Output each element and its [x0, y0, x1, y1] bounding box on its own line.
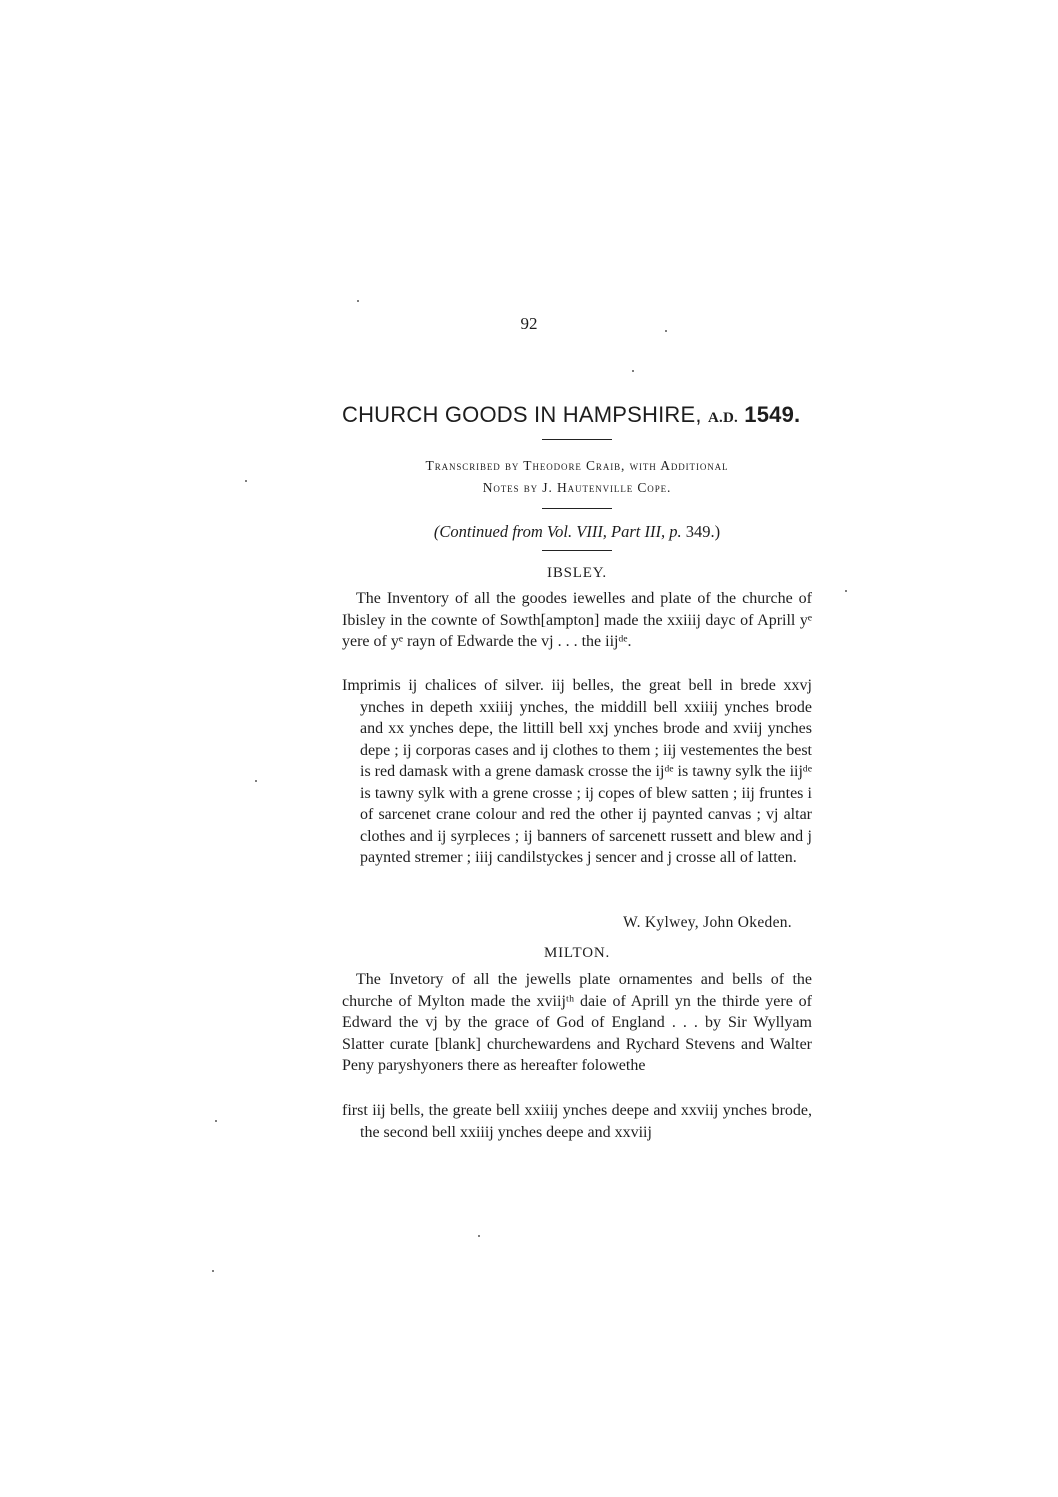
section-heading-ibsley: IBSLEY.	[547, 565, 607, 581]
ibsley-intro-paragraph: The Inventory of all the goodes iewelles and plate of the churche of Ibisley in the cownte of Sowth[ampton] made the xxiiij dayc of Aprill yᵉ yere of yᵉ rayn of Edwarde the vj . . . the iijᵈᵉ.	[342, 590, 812, 650]
ibsley-signature: W. Kylwey, John Okeden.	[623, 914, 792, 931]
scan-speck	[845, 590, 847, 592]
scan-speck	[632, 370, 634, 372]
milton-intro-paragraph: The Invetory of all the jewells plate ornamentes and bells of the churche of Mylton made the xviijᵗʰ daie of Aprill yn the thirde yere of Edward the vj by the grace of God of England . . . by Sir Wyllyam Slatter curate [blank] churchewardens and Rychard Stevens and Walter Peny paryshyoners there as hereafter folowethe	[342, 971, 812, 1074]
section-heading-milton: MILTON.	[543, 945, 611, 961]
continued-page: 349.)	[685, 522, 721, 541]
article-title	[342, 402, 822, 428]
title-year: 1549.	[737, 402, 801, 427]
milton-inventory-paragraph: first iij bells, the greate bell xxiiij ynches deepe and xxviij ynches brode, the second bell xxiiij ynches deepe and xxviij	[342, 1102, 812, 1141]
divider-rule	[542, 508, 612, 509]
credit-line-1: Transcribed by Theodore Craib, with Additional	[425, 458, 729, 473]
scan-speck	[665, 330, 667, 332]
title-main: CHURCH GOODS IN HAMPSHIRE,	[342, 402, 708, 427]
scan-speck	[478, 1235, 480, 1237]
page-number: 92	[520, 314, 538, 333]
divider-rule	[542, 550, 612, 551]
scan-speck	[212, 1270, 214, 1272]
credit-line-2: Notes by J. Hautenville Cope.	[482, 480, 672, 495]
scan-speck	[357, 300, 359, 302]
scan-speck	[215, 1120, 217, 1122]
ibsley-inventory-paragraph: Imprimis ij chalices of silver. iij belles, the great bell in brede xxvj ynches in depeth xxiiij ynches, the middill bell xxiiij ynches brode and xx ynches depe, the littill bell xxj ynches brode and xviij ynches depe ; ij corporas cases and ij clothes to them ; iij vestementes the best is red damask with a grene damask crosse the ijᵈᵉ is tawny sylk the iijᵈᵉ is tawny sylk with a grene crosse ; ij copes of blew satten ; iij fruntes i of sarcenet crane colour and red the other ij paynted canvas ; vj altar clothes and ij syrpleces ; ij banners of sarcenett russett and blew and j paynted stremer ; iiij candilstyckes j sencer and j crosse all of latten.	[342, 677, 812, 866]
divider-rule	[542, 439, 612, 440]
continued-note	[342, 522, 812, 542]
continued-text: (Continued from Vol. VIII, Part III, p.	[433, 522, 682, 541]
scan-speck	[255, 780, 257, 782]
title-ad: A.D.	[707, 410, 738, 426]
scan-speck	[245, 480, 247, 482]
